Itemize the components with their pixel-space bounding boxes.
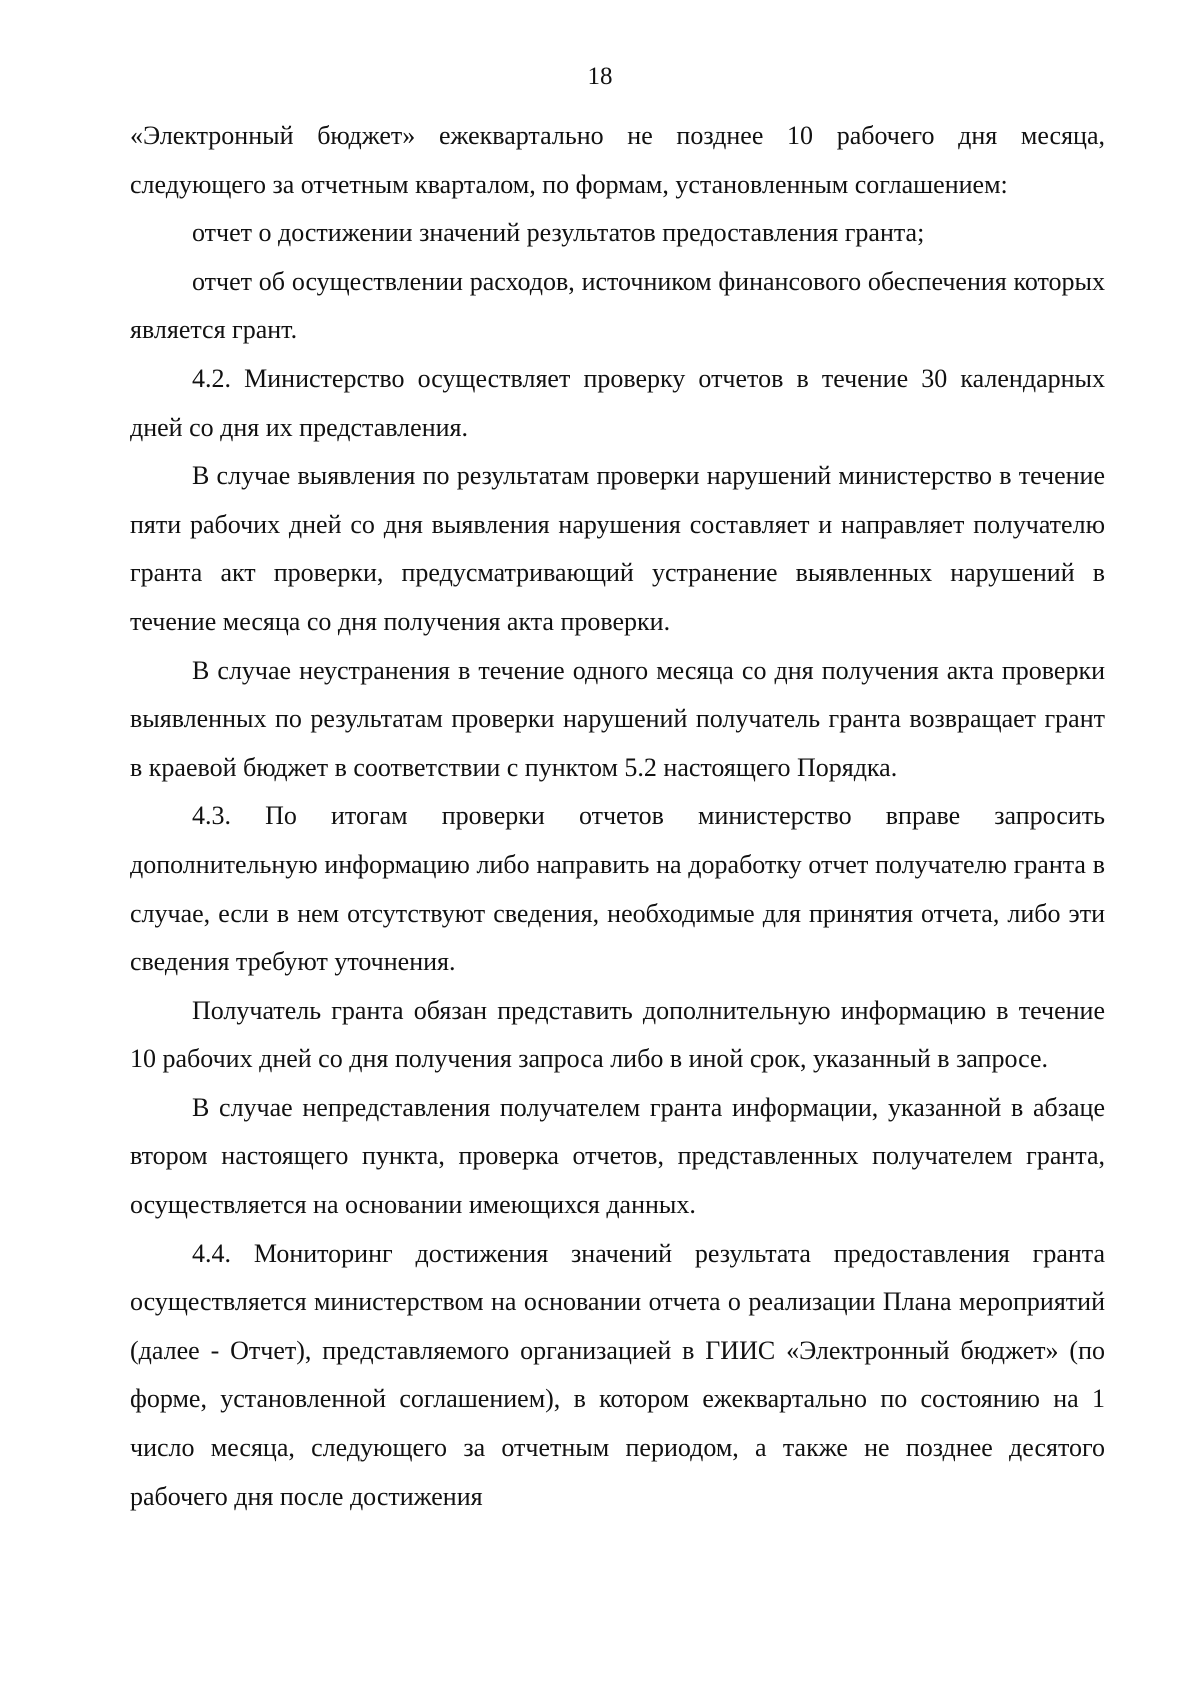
- paragraph: В случае выявления по результатам проверки нарушений министерство в течение пяти рабочих дней со дня выявления нарушения составляет и направляет получателю гранта акт проверки, предусматривающий устранение выявленных нарушений в течение месяца со дня получения акта проверки.: [130, 461, 1105, 636]
- paragraph: В случае неустранения в течение одного месяца со дня получения акта проверки выявленных по результатам проверки нарушений получатель гранта возвращает грант в краевой бюджет в соответствии с пунктом 5.2 настоящего Порядка.: [130, 655, 1105, 782]
- paragraph: отчет о достижении значений результатов предоставления гранта;: [192, 218, 925, 248]
- paragraph: 4.3. По итогам проверки отчетов министерство вправе запросить дополнительную информацию либо направить на доработку отчет получателю гранта в случае, если в нем отсутствуют сведения, необходимые для принятия отчета, либо эти сведения требуют уточнения.: [130, 801, 1105, 977]
- paragraph: 4.4. Мониторинг достижения значений результата предоставления гранта осуществляется министерством на основании отчета о реализации Плана мероприятий (далее - Отчет), представляемого организацией в ГИИС «Электронный бюджет» (по форме, установленной соглашением), в котором ежеквартально по состоянию на 1 число месяца, следующего за отчетным периодом, а также не позднее десятого рабочего дня после достижения: [130, 1238, 1105, 1511]
- page-number: 18: [587, 63, 613, 90]
- paragraph: 4.2. Министерство осуществляет проверку отчетов в течение 30 календарных дней со дня их представления.: [130, 363, 1105, 442]
- paragraph: В случае непредставления получателем гранта информации, указанной в абзаце втором настоящего пункта, проверка отчетов, представленных получателем гранта, осуществляется на основании имеющихся данных.: [130, 1092, 1105, 1220]
- paragraph: отчет об осуществлении расходов, источником финансового обеспечения которых является грант.: [130, 266, 1105, 345]
- paragraph: Получатель гранта обязан представить дополнительную информацию в течение 10 рабочих дней со дня получения запроса либо в иной срок, указанный в запросе.: [130, 995, 1105, 1074]
- document-body: [130, 112, 1105, 1521]
- paragraph: «Электронный бюджет» ежеквартально не позднее 10 рабочего дня месяца, следующего за отчетным кварталом, по формам, установленным соглашением:: [130, 121, 1105, 199]
